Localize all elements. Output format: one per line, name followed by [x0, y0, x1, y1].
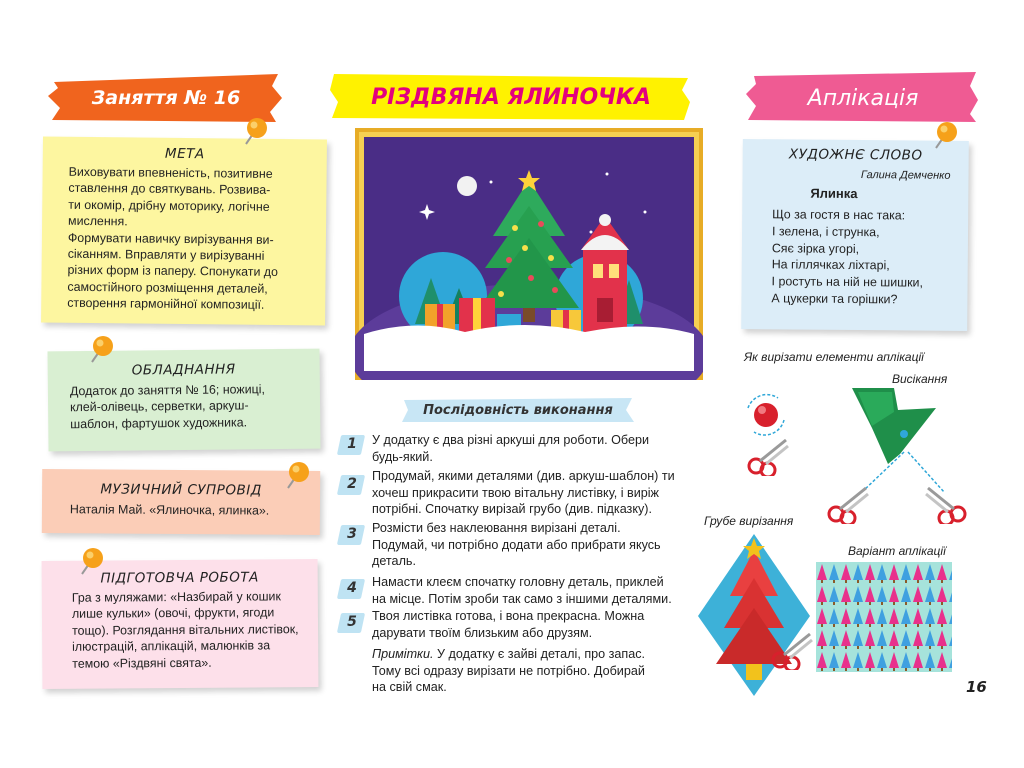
step-number-2: 2 — [342, 474, 362, 494]
pushpin-icon — [240, 116, 270, 146]
christmas-card-illustration — [355, 128, 703, 380]
equipment-title: ОБЛАДНАННЯ — [131, 361, 236, 379]
poem-name: Ялинка — [810, 185, 858, 202]
rough-cut-label: Грубе вирізання — [704, 514, 794, 528]
scissors-icon — [770, 630, 814, 670]
goal-title: МЕТА — [164, 145, 205, 163]
music-title: МУЗИЧНИЙ СУПРОВІД — [100, 481, 262, 499]
red-ball-icon — [740, 390, 790, 440]
sequence-title: Послідовність виконання — [423, 402, 613, 418]
step-number-4: 4 — [342, 578, 362, 598]
rough-cut-tree-diagram — [696, 532, 816, 700]
poem-note — [741, 139, 969, 331]
variant-pattern — [816, 562, 952, 672]
goal-note — [41, 137, 327, 326]
step-text-2: Продумай, якими деталями (див. аркуш-шаблон) ти хочеш прикрасити твою вітальну листівку, і виріж потрібні. Спочатку вирізай грубо (див. підказку). — [372, 469, 675, 517]
step-text-4: Намасти клеєм спочатку головну деталь, приклей на місце. Потім зроби так само з іншими деталями. — [372, 575, 672, 606]
pushpin-icon — [930, 120, 960, 150]
poem-text: Що за гостя в нас така: І зелена, і струнка, Сяє зірка угорі, На гіллячках ліхтарі, І ростуть на ній не шишки, А цукерки та горішки? — [771, 207, 923, 307]
step-text-5: Твоя листівка готова, і вона прекрасна. Можна дарувати твоїм близьким або друзям. — [372, 609, 645, 640]
step-number-3: 3 — [342, 524, 362, 544]
page-title: РІЗДВЯНА ЯЛИНОЧКА — [371, 84, 651, 110]
step-number-1: 1 — [342, 434, 362, 454]
step-number-5: 5 — [342, 612, 362, 632]
equipment-note — [47, 349, 320, 452]
goal-text: Виховувати впевненість, позитивне ставлення до святкувань. Розвива- ти окомір, дрібну моторику, логічне мислення. Формувати навичку вирізування ви- сіканням. Вправляти у вирізуванні різних форм із паперу. Спонукати до самостійного розміщення деталей, створення гармонійної композиції. — [67, 164, 279, 313]
preparation-text: Гра з муляжами: «Назбирай у кошик лише кульки» (овочі, фрукти, ягоди тощо). Розглядання вітальних листівок, ілюстрацій, аплікацій, малюнків за темою «Різдвяні свята». — [71, 589, 299, 671]
pushpin-icon — [76, 546, 106, 576]
lesson-number: Заняття № 16 — [91, 87, 241, 109]
pushpin-icon — [86, 334, 116, 364]
sequence-note: Примітки. У додатку є зайві деталі, про запас. Тому всі одразу вирізати не потрібно. Добирай на свій смак. — [372, 647, 646, 695]
cutout-label: Висікання — [892, 372, 948, 386]
cutting-heading: Як вирізати елементи аплікації — [744, 350, 924, 364]
music-note — [42, 469, 320, 535]
category-label: Аплікація — [807, 85, 919, 111]
scissors-icon — [924, 484, 968, 524]
music-text: Наталія Май. «Ялиночка, ялинка». — [69, 502, 270, 518]
poem-title: ХУДОЖНЄ СЛОВО — [788, 146, 923, 164]
step-text-3: Розмісти без наклеювання вирізані деталі. Подумай, чи потрібно додати або прибрати якусь деталь. — [372, 521, 661, 569]
pushpin-icon — [282, 460, 312, 490]
equipment-text: Додаток до заняття № 16; ножиці, клей-олівець, серветки, аркуш- шаблон, фартушок художника. — [69, 382, 265, 432]
page-number: 16 — [966, 678, 987, 696]
variant-label: Варіант аплікації — [848, 544, 946, 558]
preparation-note — [42, 559, 319, 689]
scissors-icon — [826, 484, 870, 524]
scissors-icon — [746, 436, 790, 476]
poem-author: Галина Демченко — [860, 169, 951, 182]
step-text-1: У додатку є два різні аркуші для роботи. Обери будь-який. — [372, 433, 650, 464]
preparation-title: ПІДГОТОВЧА РОБОТА — [100, 569, 259, 587]
